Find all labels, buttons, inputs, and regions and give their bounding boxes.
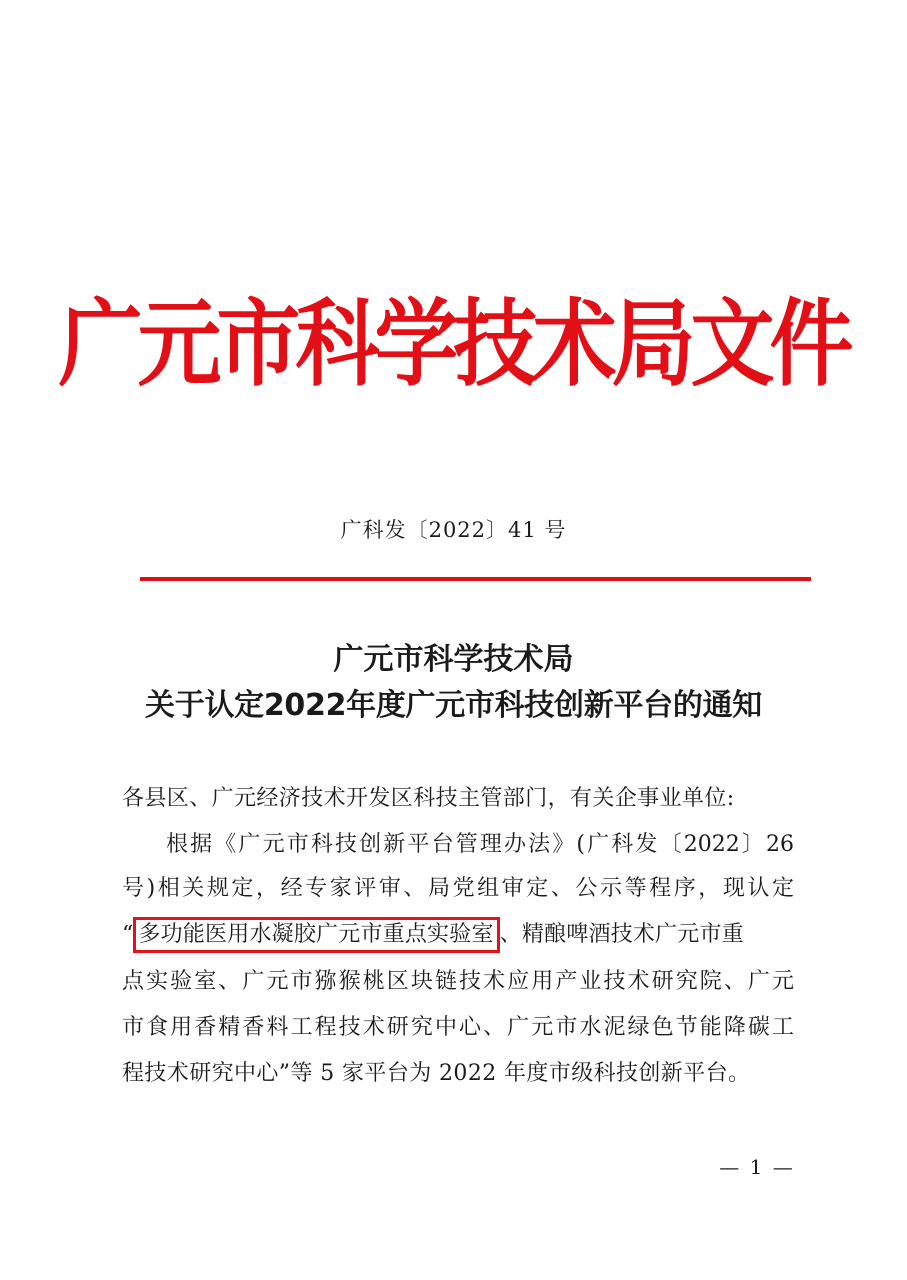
body-line-3-rest: 、精酿啤酒技术广元市重 xyxy=(499,922,744,947)
body-line-2: 号)相关规定，经专家评审、局党组审定、公示等程序，现认定 xyxy=(122,876,794,901)
salutation: 各县区、广元经济技术开发区科技主管部门，有关企事业单位: xyxy=(122,786,735,811)
body-line-4: 点实验室、广元市猕猴桃区块链技术应用产业技术研究院、广元 xyxy=(122,969,794,994)
body-line-6: 程技术研究中心”等 5 家平台为 2022 年度市级科技创新平台。 xyxy=(122,1061,751,1086)
notice-title-line-1: 广元市科学技术局 xyxy=(333,642,574,677)
page-number: — 1 — xyxy=(719,1155,795,1179)
highlighted-lab-name: 多功能医用水凝胶广元市重点实验室 xyxy=(133,917,499,953)
notice-title-line-2: 关于认定2022年度广元市科技创新平台的通知 xyxy=(145,688,762,723)
body-line-3 xyxy=(122,919,794,951)
open-quote: “ xyxy=(122,922,134,947)
document-number: 广科发〔2022〕41 号 xyxy=(340,518,567,542)
red-divider-line xyxy=(140,577,811,581)
body-line-1: 根据《广元市科技创新平台管理办法》(广科发〔2022〕26 xyxy=(166,832,794,857)
masthead-title: 广元市科学技术局文件 xyxy=(58,289,849,399)
body-line-5: 市食用香精香料工程技术研究中心、广元市水泥绿色节能降碳工 xyxy=(122,1015,794,1040)
